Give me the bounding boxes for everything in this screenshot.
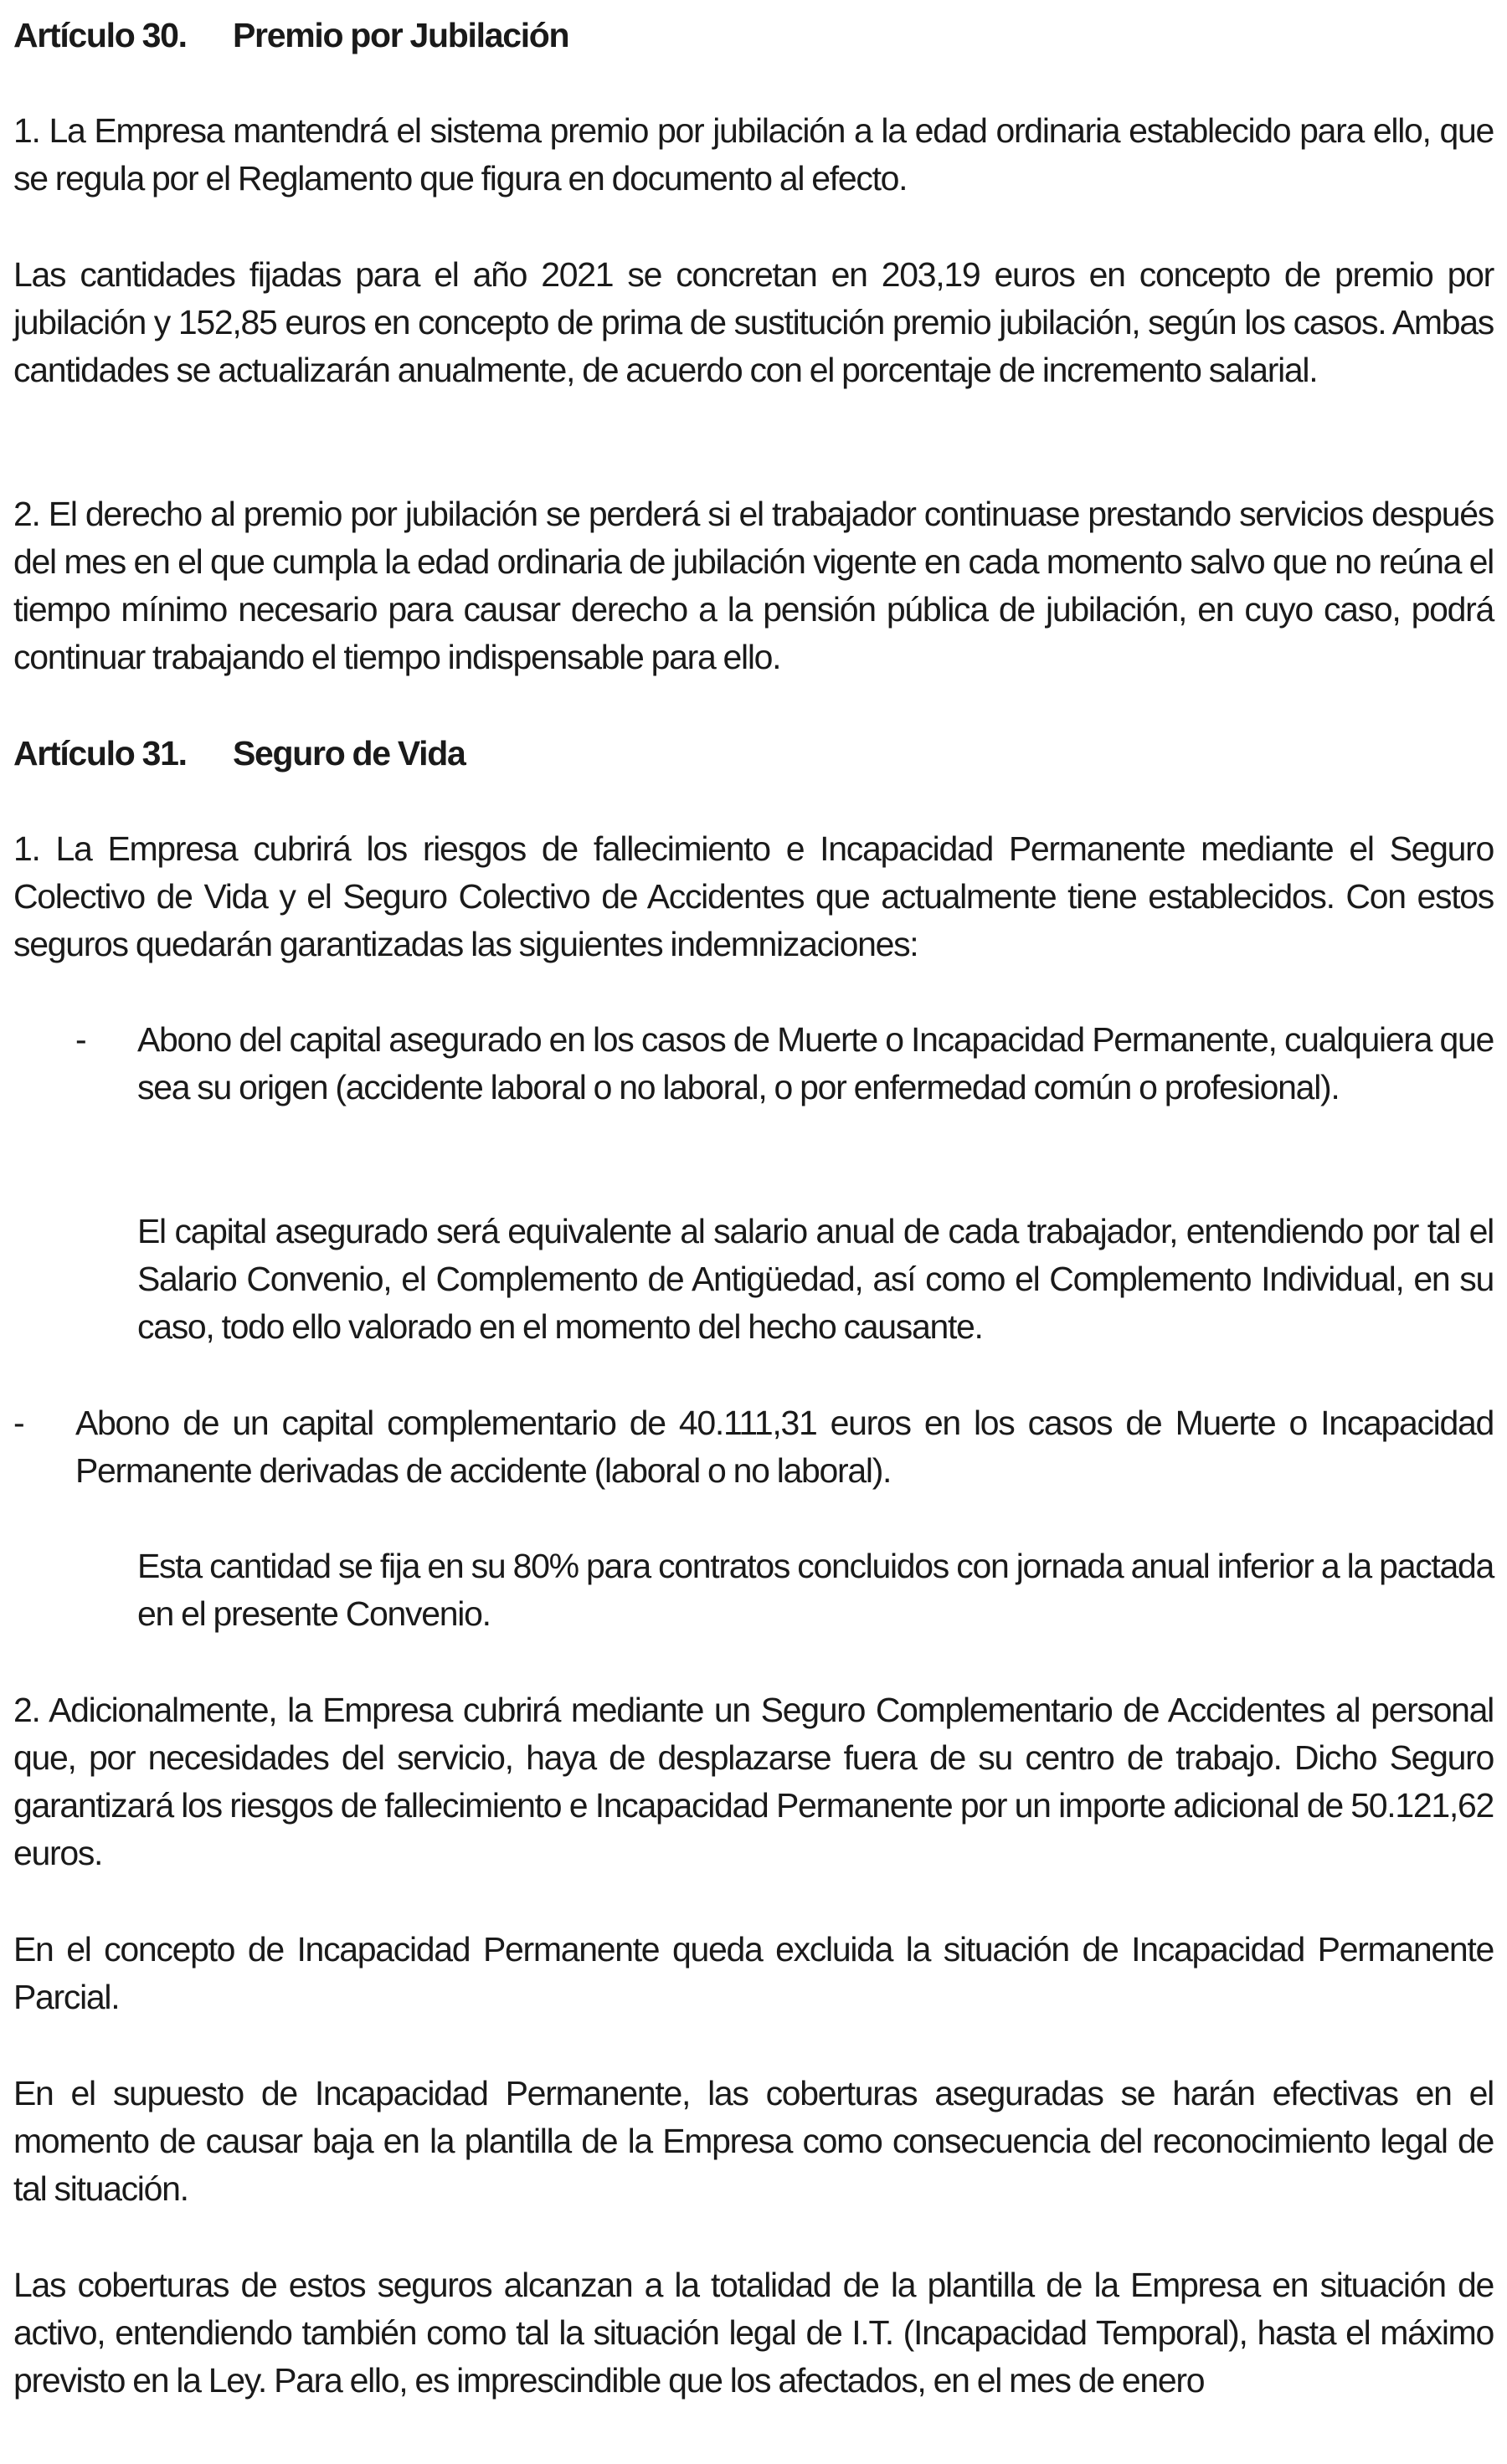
article-31-bullet-1-detail: El capital asegurado será equivalente al salario anual de cada trabajador, entendiendo por tal el Salario Convenio, el Complemento de Antigüedad, así como el Complemento Individual, en su caso, todo ello valorado en el momento del hecho causante. <box>137 1212 1494 1346</box>
bullet-dash-1: - <box>75 1020 86 1059</box>
article-30-paragraph-3: 2. El derecho al premio por jubilación se perderá si el trabajador continuase prestando servicios después del mes en el que cumpla la edad ordinaria de jubilación vigente en cada momento salvo que no reúna el tiempo mínimo necesario para causar derecho a la pensión pública de jubilación, en cuyo caso, podrá continuar trabajando el tiempo indispensable para ello. <box>13 495 1494 676</box>
article-31-bullet-2: Abono de un capital complementario de 40.111,31 euros en los casos de Muerte o Incapacidad Permanente derivadas de accidente (laboral o no laboral). <box>75 1404 1494 1490</box>
article-31-paragraph-1: 1. La Empresa cubrirá los riesgos de fallecimiento e Incapacidad Permanente mediante el Seguro Colectivo de Vida y el Seguro Colectivo de Accidentes que actualmente tiene establecidos. Con estos seguros quedarán garantizadas las siguientes indemnizaciones: <box>13 829 1494 963</box>
article-31-heading <box>13 730 465 778</box>
article-30-title: Premio por Jubilación <box>233 16 569 54</box>
article-31-bullet-1: Abono del capital asegurado en los casos de Muerte o Incapacidad Permanente, cualquiera que sea su origen (accidente laboral o no laboral, o por enfermedad común o profesional). <box>137 1020 1494 1106</box>
article-31-paragraph-2: 2. Adicionalmente, la Empresa cubrirá mediante un Seguro Complementario de Accidentes al personal que, por necesidades del servicio, haya de desplazarse fuera de su centro de trabajo. Dicho Seguro garantizará los riesgos de fallecimiento e Incapacidad Permanente por un importe adicional de 50.121,62 euros. <box>13 1691 1494 1872</box>
article-31-paragraph-5: Las coberturas de estos seguros alcanzan a la totalidad de la plantilla de la Empresa en situación de activo, entendiendo también como tal la situación legal de I.T. (Incapacidad Temporal), hasta el máximo previsto en la Ley. Para ello, es imprescindible que los afectados, en el mes de enero <box>13 2266 1494 2400</box>
article-31-bullet-2-detail: Esta cantidad se fija en su 80% para contratos concluidos con jornada anual inferior a la pactada en el presente Convenio. <box>137 1547 1494 1633</box>
article-30-number: Artículo 30. <box>13 16 187 54</box>
article-31-paragraph-3: En el concepto de Incapacidad Permanente queda excluida la situación de Incapacidad Permanente Parcial. <box>13 1930 1494 2016</box>
bullet-dash-2: - <box>13 1404 24 1442</box>
article-31-paragraph-4: En el supuesto de Incapacidad Permanente, las coberturas aseguradas se harán efectivas en el momento de causar baja en la plantilla de la Empresa como consecuencia del reconocimiento legal de tal situación. <box>13 2074 1494 2208</box>
article-30-paragraph-1: 1. La Empresa mantendrá el sistema premio por jubilación a la edad ordinaria establecido para ello, que se regula por el Reglamento que figura en documento al efecto. <box>13 111 1494 198</box>
article-30-heading <box>13 12 568 59</box>
article-31-number: Artículo 31. <box>13 734 187 773</box>
article-30-paragraph-2: Las cantidades fijadas para el año 2021 se concretan en 203,19 euros en concepto de premio por jubilación y 152,85 euros en concepto de prima de sustitución premio jubilación, según los casos. Ambas cantidades se actualizarán anualmente, de acuerdo con el porcentaje de incremento salarial. <box>13 255 1494 389</box>
article-31-title: Seguro de Vida <box>233 734 465 773</box>
